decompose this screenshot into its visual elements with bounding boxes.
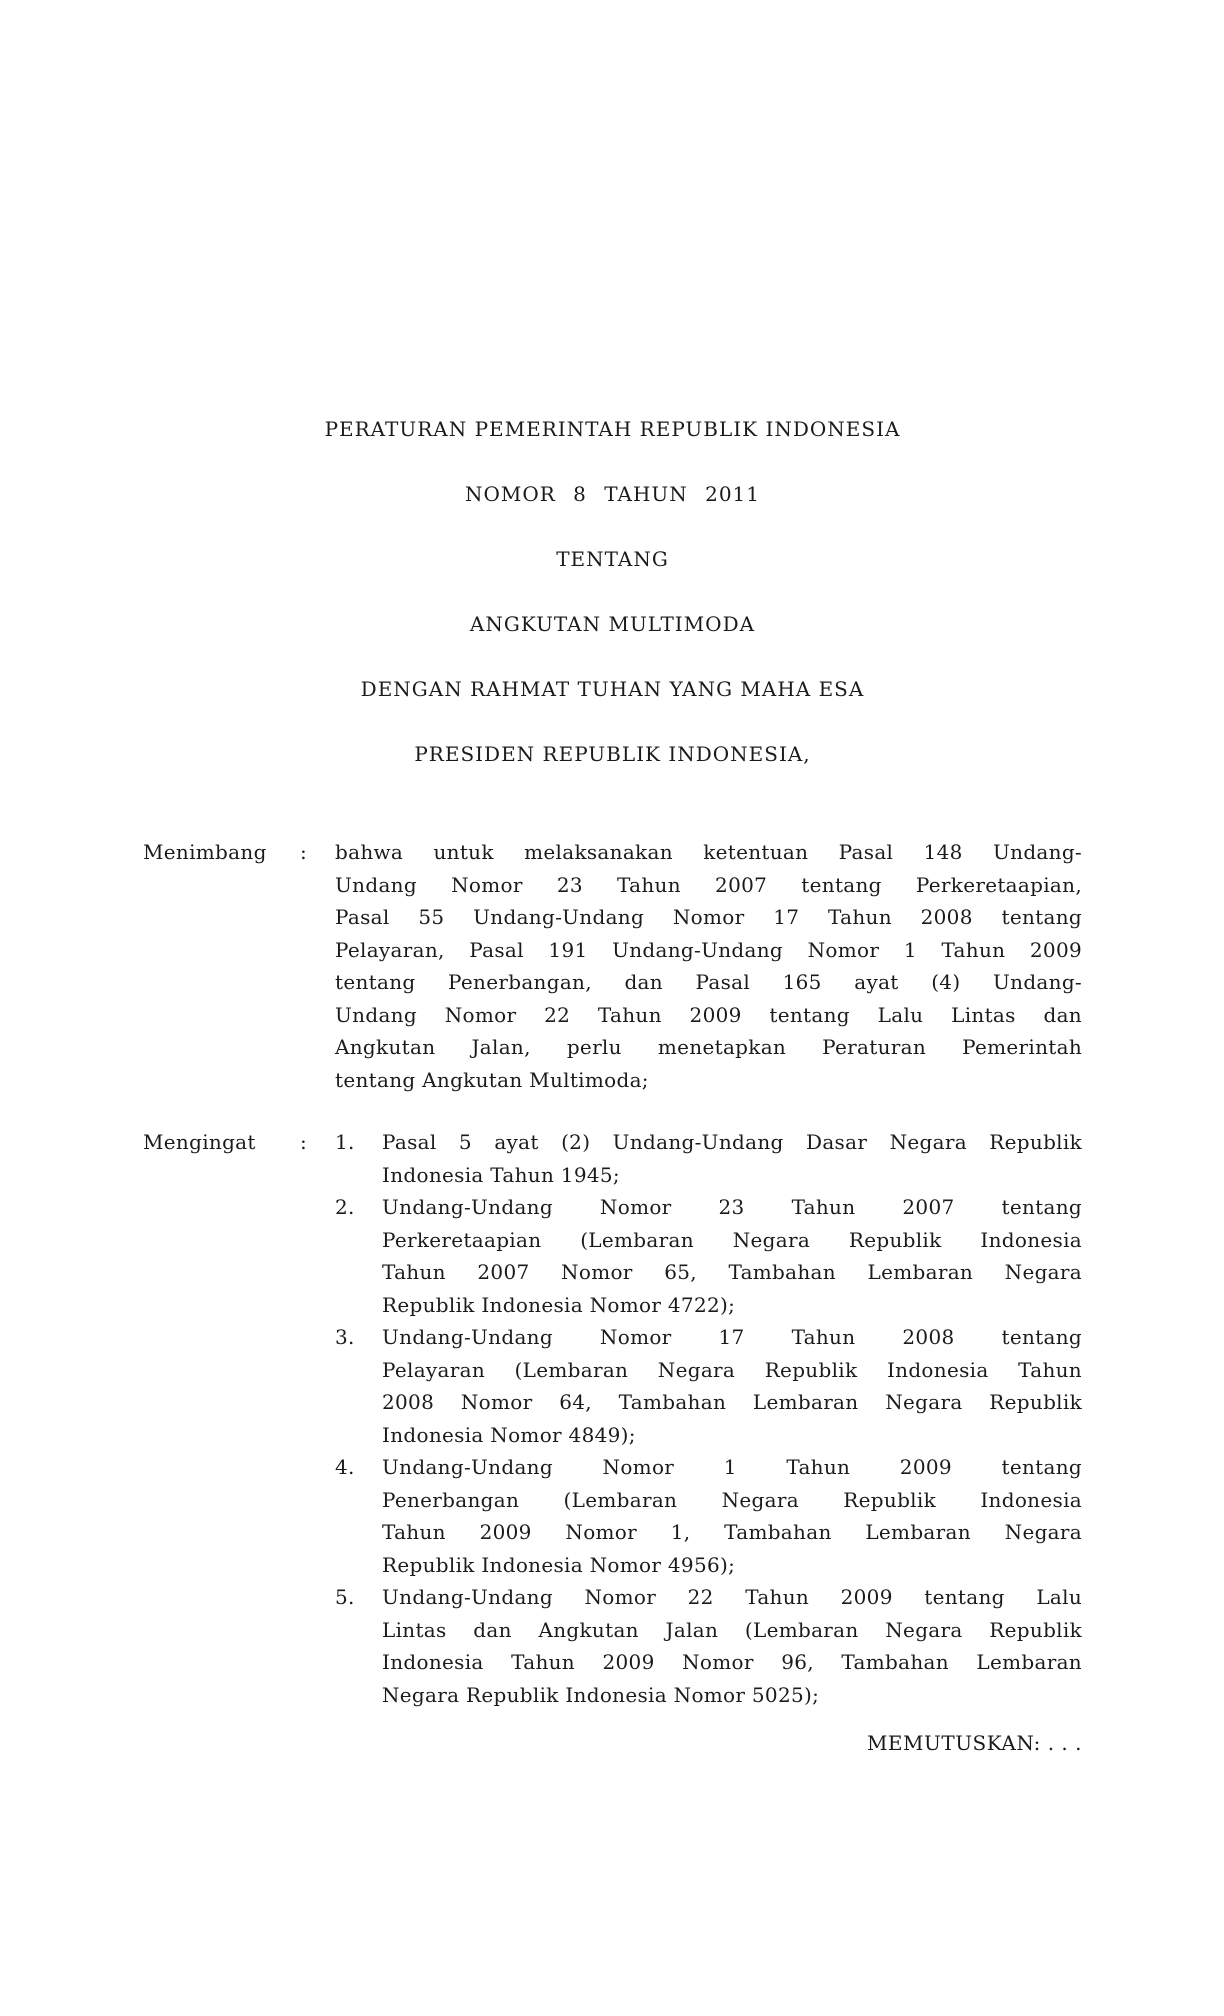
paragraph-line: Perkeretaapian (Lembaran Negara Republik Indonesia bbox=[382, 1227, 1082, 1252]
item-number: 5. bbox=[335, 1585, 355, 1609]
title-line-rahmat: DENGAN RAHMAT TUHAN YANG MAHA ESA bbox=[360, 677, 865, 701]
paragraph-line: Undang Nomor 22 Tahun 2009 tentang Lalu Lintas dan bbox=[335, 1002, 1082, 1027]
paragraph-line: Pasal 5 ayat (2) Undang-Undang Dasar Negara Republik bbox=[382, 1130, 1082, 1154]
paragraph-line: 2008 Nomor 64, Tambahan Lembaran Negara Republik bbox=[382, 1390, 1082, 1414]
title-line-tentang: TENTANG bbox=[556, 547, 669, 571]
mengingat-section bbox=[143, 1126, 1082, 1711]
paragraph-line: Tahun 2009 Nomor 1, Tambahan Lembaran Negara bbox=[382, 1520, 1082, 1544]
paragraph-line: Penerbangan (Lembaran Negara Republik Indonesia bbox=[382, 1487, 1082, 1512]
item-text bbox=[382, 1451, 1082, 1581]
memutuskan-continuation: MEMUTUSKAN: . . . bbox=[866, 1731, 1082, 1755]
document-content bbox=[143, 0, 1082, 1760]
paragraph-line: tentang Angkutan Multimoda; bbox=[335, 1067, 649, 1092]
mengingat-colon: : bbox=[300, 1130, 308, 1154]
paragraph-line: Pasal 55 Undang-Undang Nomor 17 Tahun 2008 tentang bbox=[335, 905, 1082, 929]
paragraph-line: Republik Indonesia Nomor 4956); bbox=[382, 1552, 736, 1577]
paragraph-line: Negara Republik Indonesia Nomor 5025); bbox=[382, 1682, 820, 1707]
item-text bbox=[382, 1191, 1082, 1321]
title-line-presiden: PRESIDEN REPUBLIK INDONESIA, bbox=[414, 742, 811, 766]
menimbang-label: Menimbang bbox=[143, 840, 267, 864]
paragraph-line: Angkutan Jalan, perlu menetapkan Peraturan Pemerintah bbox=[335, 1035, 1082, 1059]
paragraph-line: Tahun 2007 Nomor 65, Tambahan Lembaran Negara bbox=[382, 1260, 1082, 1284]
item-text bbox=[382, 1581, 1082, 1711]
mengingat-list bbox=[335, 1126, 1082, 1711]
document-title-block bbox=[143, 0, 1082, 787]
paragraph-line: Undang Nomor 23 Tahun 2007 tentang Perkeretaapian, bbox=[335, 872, 1082, 897]
paragraph-line: Lintas dan Angkutan Jalan (Lembaran Negara Republik bbox=[382, 1617, 1082, 1642]
paragraph-line: Undang-Undang Nomor 23 Tahun 2007 tentang bbox=[382, 1195, 1082, 1219]
paragraph-line: Pelayaran, Pasal 191 Undang-Undang Nomor 1 Tahun 2009 bbox=[335, 937, 1082, 962]
paragraph-line: tentang Penerbangan, dan Pasal 165 ayat (4) Undang- bbox=[335, 970, 1082, 994]
paragraph-line: Indonesia Tahun 1945; bbox=[382, 1162, 620, 1187]
paragraph-line: Undang-Undang Nomor 17 Tahun 2008 tentang bbox=[382, 1325, 1082, 1349]
legal-basis-item-1 bbox=[335, 1126, 1082, 1191]
paragraph-line: Undang-Undang Nomor 1 Tahun 2009 tentang bbox=[382, 1455, 1082, 1479]
paragraph-line: Pelayaran (Lembaran Negara Republik Indonesia Tahun bbox=[382, 1357, 1082, 1382]
item-number: 2. bbox=[335, 1195, 355, 1219]
item-text bbox=[382, 1126, 1082, 1191]
paragraph-line: Indonesia Tahun 2009 Nomor 96, Tambahan Lembaran bbox=[382, 1650, 1082, 1674]
paragraph-line: Republik Indonesia Nomor 4722); bbox=[382, 1292, 736, 1317]
menimbang-colon: : bbox=[300, 840, 308, 864]
item-text bbox=[382, 1321, 1082, 1451]
legal-basis-item-3 bbox=[335, 1321, 1082, 1451]
paragraph-line: Undang-Undang Nomor 22 Tahun 2009 tentang Lalu bbox=[382, 1585, 1082, 1609]
legal-basis-item-2 bbox=[335, 1191, 1082, 1321]
paragraph-line: bahwa untuk melaksanakan ketentuan Pasal 148 Undang- bbox=[335, 840, 1082, 864]
item-number: 4. bbox=[335, 1455, 355, 1479]
mengingat-label: Mengingat bbox=[143, 1130, 256, 1154]
menimbang-paragraph bbox=[335, 836, 1082, 1096]
title-line-nomor: NOMOR 8 TAHUN 2011 bbox=[464, 482, 760, 506]
title-line-subject: ANGKUTAN MULTIMODA bbox=[469, 612, 756, 636]
title-line-peraturan: PERATURAN PEMERINTAH REPUBLIK INDONESIA bbox=[324, 417, 901, 441]
paragraph-line: Indonesia Nomor 4849); bbox=[382, 1422, 636, 1447]
item-number: 3. bbox=[335, 1325, 355, 1349]
menimbang-section bbox=[143, 836, 1082, 1096]
legal-basis-item-5 bbox=[335, 1581, 1082, 1711]
item-number: 1. bbox=[335, 1130, 355, 1154]
legal-basis-item-4 bbox=[335, 1451, 1082, 1581]
